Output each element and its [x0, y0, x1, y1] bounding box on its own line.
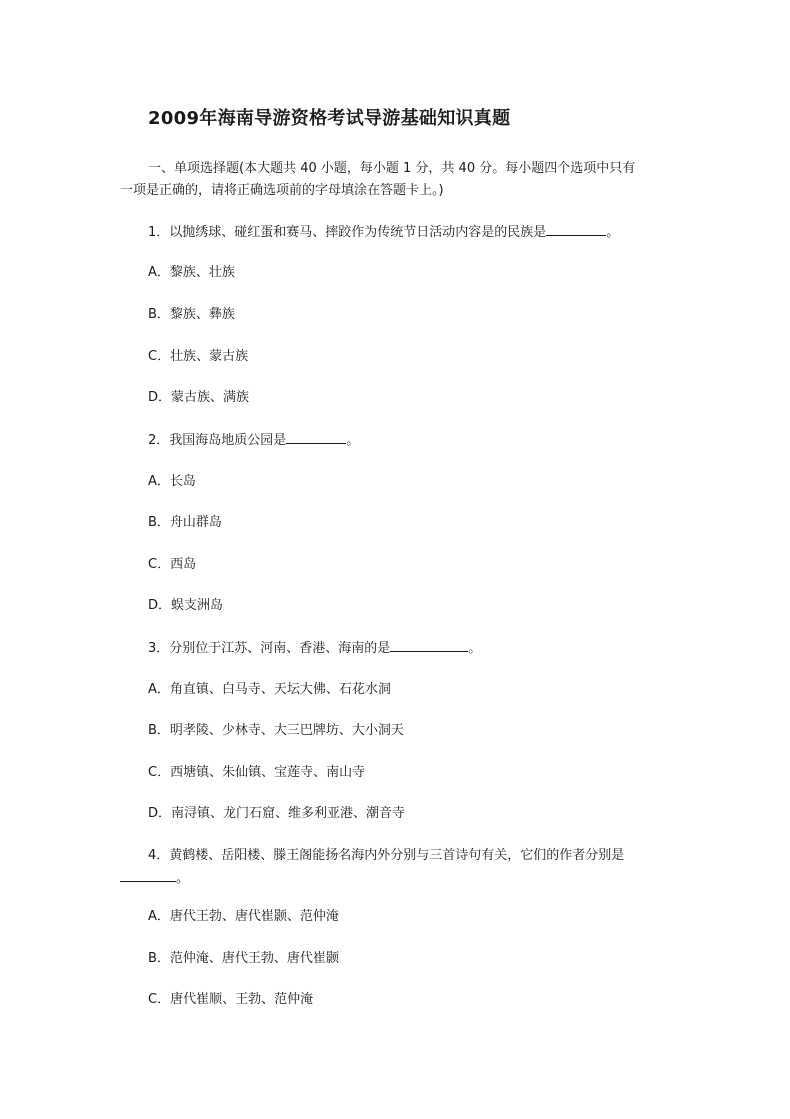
question-1-option-b [148, 306, 235, 324]
option-text: 长岛 [169, 474, 196, 489]
question-3-option-a [148, 681, 391, 699]
question-number: 2． [148, 433, 170, 448]
option-letter: D． [148, 598, 172, 613]
question-stem: 以抛绣球、碰红蛋和赛马、摔跤作为传统节日活动内容是的民族是 [169, 225, 547, 240]
option-letter: B． [148, 723, 170, 738]
question-end: 。 [468, 641, 482, 656]
question-1-option-c [148, 348, 248, 366]
answer-blank [286, 431, 346, 444]
question-2 [148, 431, 359, 450]
section-intro-line-1: 一、单项选择题(本大题共 40 小题，每小题 1 分，共 40 分。每小题四个选项中只有 [148, 161, 636, 176]
question-3-option-b [148, 722, 404, 740]
option-letter: C． [148, 992, 171, 1007]
question-stem: 我国海岛地质公园是 [169, 433, 287, 448]
answer-blank [120, 869, 176, 882]
question-number: 1． [148, 225, 170, 240]
option-text: 蒙古族、满族 [171, 390, 250, 405]
option-text: 唐代王勃、唐代崔颢、范仲淹 [169, 909, 339, 924]
option-text: 西塘镇、朱仙镇、宝莲寺、南山寺 [170, 765, 366, 780]
option-text: 蜈支洲岛 [171, 598, 224, 613]
option-letter: C． [148, 349, 171, 364]
question-number: 3． [148, 641, 170, 656]
option-text: 角直镇、白马寺、天坛大佛、石花水洞 [169, 682, 391, 697]
option-letter: B． [148, 515, 170, 530]
question-3-option-d [148, 805, 405, 823]
page-title: 2009年海南导游资格考试导游基础知识真题 [148, 108, 511, 129]
question-end: 。 [346, 433, 360, 448]
question-2-option-a [148, 473, 196, 491]
option-text: 明孝陵、少林寺、大三巴牌坊、大小洞天 [169, 723, 404, 738]
section-intro-line-2: 一项是正确的，请将正确选项前的字母填涂在答题卡上。) [120, 183, 444, 198]
question-2-option-d [148, 597, 223, 615]
option-text: 唐代崔顺、王勃、范仲淹 [170, 992, 314, 1007]
option-letter: D． [148, 390, 172, 405]
question-stem: 黄鹤楼、岳阳楼、滕王阁能扬名海内外分别与三首诗句有关，它们的作者分别是 [169, 848, 625, 863]
answer-blank [390, 639, 468, 652]
question-1-option-d [148, 389, 249, 407]
option-letter: C． [148, 765, 171, 780]
question-1-option-a [148, 264, 235, 282]
option-text: 南浔镇、龙门石窟、维多利亚港、潮音寺 [171, 806, 406, 821]
option-text: 黎族、彝族 [169, 307, 235, 322]
question-end: 。 [176, 871, 190, 886]
question-3 [148, 639, 481, 658]
option-letter: B． [148, 951, 170, 966]
option-text: 壮族、蒙古族 [170, 349, 249, 364]
option-letter: D． [148, 806, 172, 821]
question-2-option-b [148, 514, 222, 532]
answer-blank [546, 223, 606, 236]
question-2-option-c [148, 556, 196, 574]
question-4 [148, 847, 624, 865]
option-text: 范仲淹、唐代王勃、唐代崔颢 [169, 951, 339, 966]
question-3-option-c [148, 764, 365, 782]
question-number: 4． [148, 848, 170, 863]
option-letter: B． [148, 307, 170, 322]
option-letter: A． [148, 682, 170, 697]
option-letter: A． [148, 265, 170, 280]
option-text: 黎族、壮族 [169, 265, 235, 280]
option-text: 西岛 [170, 557, 197, 572]
question-4-option-c [148, 991, 313, 1009]
option-text: 舟山群岛 [169, 515, 222, 530]
question-4-continuation [120, 869, 189, 888]
option-letter: A． [148, 909, 170, 924]
option-letter: A． [148, 474, 170, 489]
question-1 [148, 223, 619, 242]
question-end: 。 [606, 225, 620, 240]
question-stem: 分别位于江苏、河南、香港、海南的是 [169, 641, 391, 656]
option-letter: C． [148, 557, 171, 572]
question-4-option-b [148, 950, 339, 968]
question-4-option-a [148, 908, 339, 926]
